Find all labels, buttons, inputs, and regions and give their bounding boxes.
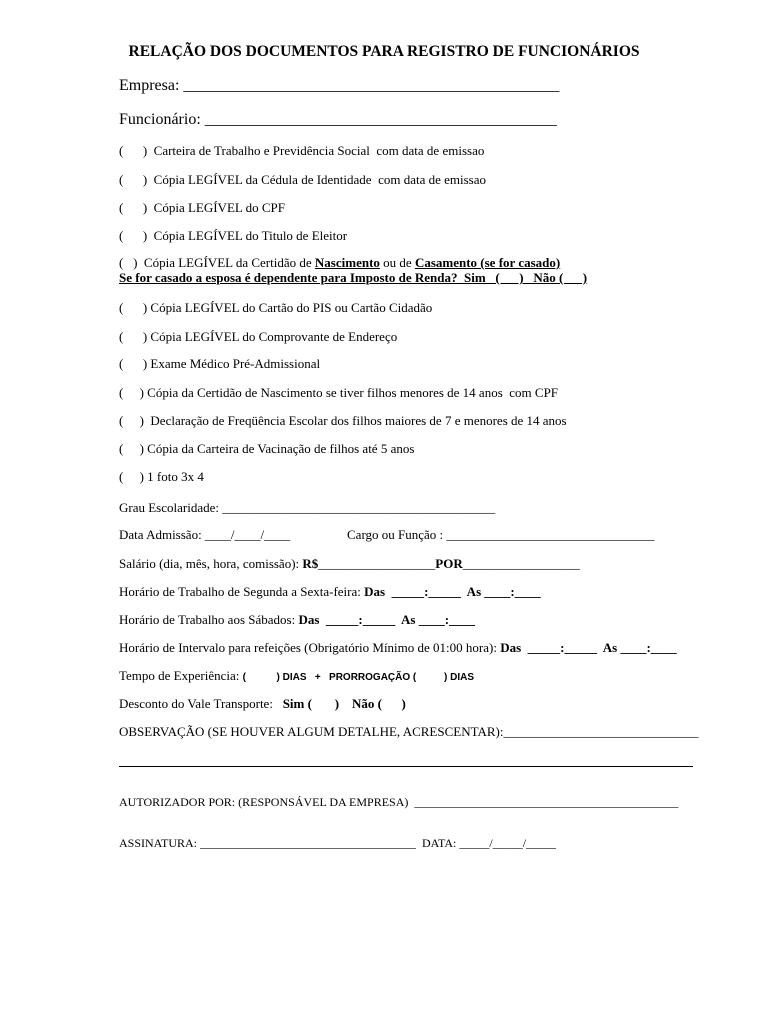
checklist-item-cpf[interactable]: ( ) Cópia LEGÍVEL do CPF <box>119 200 285 215</box>
checklist-item-certidao[interactable] <box>119 256 560 271</box>
tempo-experiencia-value: ( ) DIAS + PRORROGAÇÃO ( ) DIAS <box>242 672 475 683</box>
data-admissao-field[interactable]: Data Admissão: ____/____/____ <box>119 527 291 542</box>
assinatura-field[interactable]: ASSINATURA: ____________________________________ <box>119 836 417 850</box>
data-final-field[interactable]: DATA: _____/_____/_____ <box>422 836 557 850</box>
checklist-item-exame-medico[interactable]: ( ) Exame Médico Pré-Admissional <box>119 356 321 371</box>
horario-sabado-label: Horário de Trabalho aos Sábados: <box>119 612 299 627</box>
certidao-prefix: ( ) Cópia LEGÍVEL da Certidão de <box>119 255 315 270</box>
dependente-ir-question[interactable]: Se for casado a esposa é dependente para Imposto de Renda? Sim ( ) Não ( ) <box>119 270 588 285</box>
horario-sabado-field[interactable] <box>119 613 475 628</box>
salario-label: Salário (dia, mês, hora, comissão): <box>119 556 303 571</box>
checklist-item-foto[interactable]: ( ) 1 foto 3x 4 <box>119 469 204 484</box>
horario-semana-value: Das _____:_____ As ____:____ <box>364 584 541 599</box>
salario-blank-2: __________________ <box>462 556 580 571</box>
vale-transporte-value: Sim ( ) Não ( ) <box>282 696 406 711</box>
tempo-experiencia-label: Tempo de Experiência: <box>119 668 243 683</box>
autorizador-field[interactable]: AUTORIZADOR POR: (RESPONSÁVEL DA EMPRESA) ____________________________________________ <box>119 795 679 809</box>
salario-field[interactable] <box>119 557 580 572</box>
vale-transporte-label: Desconto do Vale Transporte: <box>119 696 283 711</box>
empresa-field[interactable]: Empresa: _______________________________________________ <box>119 77 560 94</box>
page-title: RELAÇÃO DOS DOCUMENTOS PARA REGISTRO DE FUNCIONÁRIOS <box>128 43 640 60</box>
grau-escolaridade-field[interactable]: Grau Escolaridade: __________________________________________ <box>119 500 496 515</box>
observacao-continuation-line[interactable] <box>119 766 693 767</box>
checklist-item-certidao-filhos[interactable]: ( ) Cópia da Certidão de Nascimento se tiver filhos menores de 14 anos com CPF <box>119 385 559 400</box>
horario-semana-label: Horário de Trabalho de Segunda a Sexta-feira: <box>119 584 365 599</box>
checklist-item-identidade[interactable]: ( ) Cópia LEGÍVEL da Cédula de Identidade com data de emissao <box>119 172 487 187</box>
horario-semana-field[interactable] <box>119 585 541 600</box>
checklist-item-comprovante-endereco[interactable]: ( ) Cópia LEGÍVEL do Comprovante de Endereço <box>119 329 398 344</box>
checklist-item-frequencia-escolar[interactable]: ( ) Declaração de Freqüência Escolar dos filhos maiores de 7 e menores de 14 anos <box>119 413 567 428</box>
checklist-item-titulo-eleitor[interactable]: ( ) Cópia LEGÍVEL do Titulo de Eleitor <box>119 228 348 243</box>
salario-por: POR <box>435 556 463 571</box>
vale-transporte-field[interactable] <box>119 697 406 712</box>
cargo-funcao-field[interactable]: Cargo ou Função : ________________________________ <box>347 527 655 542</box>
certidao-middle: ou de <box>379 255 415 270</box>
salario-blank-1: __________________ <box>318 556 436 571</box>
funcionario-field[interactable]: Funcionário: ____________________________________________ <box>119 111 557 128</box>
intervalo-label: Horário de Intervalo para refeições (Obrigatório Mínimo de 01:00 hora): <box>119 640 501 655</box>
checklist-item-pis[interactable]: ( ) Cópia LEGÍVEL do Cartão do PIS ou Cartão Cidadão <box>119 300 433 315</box>
observacao-field[interactable]: OBSERVAÇÃO (SE HOUVER ALGUM DETALHE, ACRESCENTAR):______________________________ <box>119 724 699 739</box>
checklist-item-vacinacao[interactable]: ( ) Cópia da Carteira de Vacinação de filhos até 5 anos <box>119 441 415 456</box>
certidao-nascimento: Nascimento <box>314 255 380 270</box>
horario-sabado-value: Das _____:_____ As ____:____ <box>298 612 476 627</box>
certidao-casamento: Casamento (se for casado) <box>414 255 561 270</box>
salario-rs: R$ <box>302 556 319 571</box>
intervalo-field[interactable] <box>119 641 677 656</box>
tempo-experiencia-field[interactable] <box>119 669 474 684</box>
checklist-item-carteira-trabalho[interactable]: ( ) Carteira de Trabalho e Previdência Social com data de emissao <box>119 143 485 158</box>
intervalo-value: Das _____:_____ As ____:____ <box>500 640 677 655</box>
